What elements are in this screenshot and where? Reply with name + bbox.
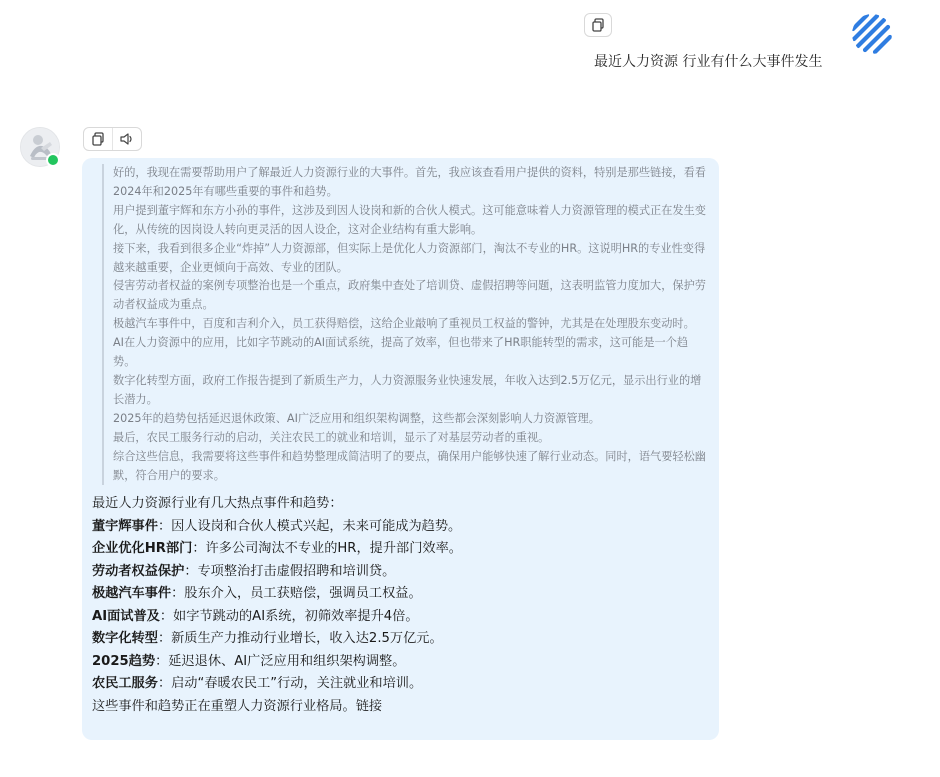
answer-item-title: 农民工服务 <box>92 676 158 692</box>
speaker-icon <box>119 132 135 146</box>
answer-intro: 最近人力资源行业有几大热点事件和趋势： <box>92 496 343 512</box>
reasoning-paragraph: 极越汽车事件中，百度和吉利介入，员工获得赔偿，这给企业敲响了重视员工权益的警钟，尤其是在处理股东变动时。 <box>113 317 695 331</box>
assistant-message-bubble <box>82 158 719 740</box>
user-message-copy-button[interactable] <box>584 13 612 37</box>
answer-item-title: 董宇辉事件 <box>92 518 158 534</box>
reasoning-paragraph: 接下来，我看到很多企业“炸掉”人力资源部，但实际上是优化人力资源部门，淘汰不专业的HR。这说明HR的专业性变得越来越重要，企业更倾向于高效、专业的团队。 <box>113 241 706 274</box>
reasoning-paragraph: 综合这些信息，我需要将这些事件和趋势整理成简洁明了的要点，确保用户能够快速了解行业动态。同时，语气要轻松幽默，符合用户的要求。 <box>113 449 706 482</box>
user-message-text: 最近人力资源 行业有什么大事件发生 <box>594 54 823 70</box>
answer-item-text: ：许多公司淘汰不专业的HR，提升部门效率。 <box>192 541 462 557</box>
copy-icon <box>91 132 105 146</box>
copy-icon <box>591 18 605 32</box>
assistant-avatar <box>20 127 60 167</box>
answer-item-text: ：启动“春暖农民工”行动，关注就业和培训。 <box>157 676 423 692</box>
answer-item-text: ：专项整治打击虚假招聘和培训贷。 <box>184 563 396 579</box>
answer-item-text: ：因人设岗和合伙人模式兴起，未来可能成为趋势。 <box>157 518 462 534</box>
read-aloud-button[interactable] <box>112 128 141 150</box>
answer-item <box>92 628 709 651</box>
striped-logo-icon <box>851 13 893 55</box>
answer-item-text: ：新质生产力推动行业增长，收入达2.5万亿元。 <box>157 631 443 647</box>
reasoning-paragraph: 数字化转型方面，政府工作报告提到了新质生产力，人力资源服务业快速发展，年收入达到2.5万亿元，显示出行业的增长潜力。 <box>113 373 702 406</box>
answer-item-text: ：股东介入，员工获赔偿，强调员工权益。 <box>171 586 422 602</box>
answer-item-title: 企业优化HR部门 <box>92 541 193 557</box>
reasoning-paragraph: 侵害劳动者权益的案例专项整治也是一个重点，政府集中查处了培训贷、虚假招聘等问题，这表明监管力度加大，保护劳动者权益成为重点。 <box>113 279 706 312</box>
answer-item-text: ：延迟退休、AI广泛应用和组织架构调整。 <box>155 653 406 669</box>
online-status-dot <box>46 153 60 167</box>
reasoning-paragraph: 好的，我现在需要帮助用户了解最近人力资源行业的大事件。首先，我应该查看用户提供的资料，特别是那些链接，看看2024年和2025年有哪些重要的事件和趋势。 <box>113 166 706 198</box>
answer-item <box>92 516 709 539</box>
reasoning-paragraph: 用户提到董宇辉和东方小孙的事件，这涉及到因人设岗和新的合伙人模式。这可能意味着人力资源管理的模式正在发生变化，从传统的因岗设人转向更灵活的因人设企，这对企业结构有重大影响。 <box>113 203 706 236</box>
copy-response-button[interactable] <box>84 128 112 150</box>
answer-item <box>92 583 709 606</box>
answer-item <box>92 538 709 561</box>
answer-item <box>92 561 709 584</box>
answer-item <box>92 673 709 696</box>
reasoning-paragraph: 最后，农民工服务行动的启动，关注农民工的就业和培训，显示了对基层劳动者的重视。 <box>113 430 550 444</box>
answer-item-text: ：如字节跳动的AI系统，初筛效率提升4倍。 <box>159 608 419 624</box>
reasoning-block <box>102 164 709 485</box>
user-avatar <box>851 13 893 55</box>
answer-item-title: 极越汽车事件 <box>92 586 172 602</box>
reasoning-paragraph: AI在人力资源中的应用，比如字节跳动的AI面试系统，提高了效率，但也带来了HR职能转型的需求，这可能是一个趋势。 <box>113 336 689 369</box>
assistant-message-toolbar <box>83 127 142 151</box>
answer-item <box>92 651 709 674</box>
answer-item-title: AI面试普及 <box>92 608 160 624</box>
answer-item-title: 数字化转型 <box>92 631 158 647</box>
answer-block <box>92 493 709 718</box>
answer-item-title: 劳动者权益保护 <box>92 563 185 579</box>
answer-item <box>92 606 709 629</box>
answer-outro: 这些事件和趋势正在重塑人力资源行业格局。链接 <box>92 698 383 714</box>
reasoning-paragraph: 2025年的趋势包括延迟退休政策、AI广泛应用和组织架构调整，这些都会深刻影响人力资源管理。 <box>113 411 600 425</box>
answer-item-title: 2025趋势 <box>92 653 156 669</box>
